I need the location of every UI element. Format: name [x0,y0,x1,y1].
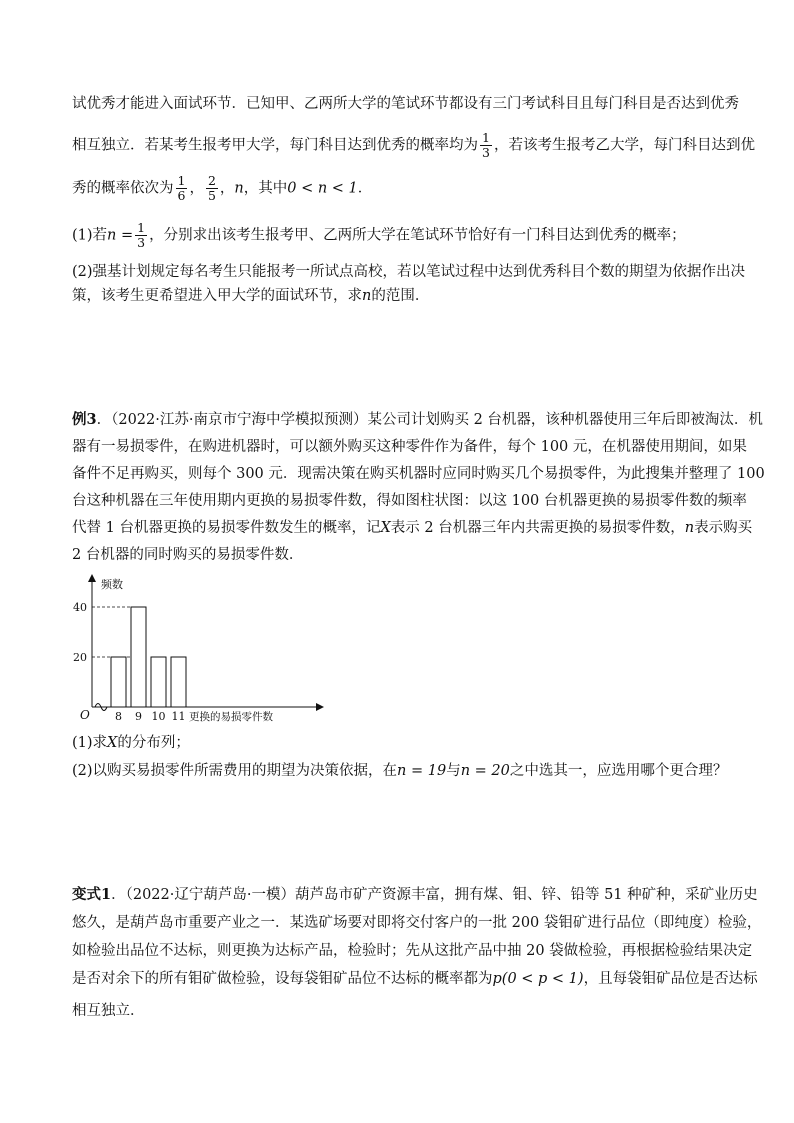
variant1-line4: 是否对余下的所有钼矿做检验，设每袋钼矿品位不达标的概率都为p(0 < p < 1)，且每袋钼矿品位是否达标 [72,971,758,987]
fraction-one-sixth: $\frac{1}{6}$ [177,173,186,203]
bar [171,657,186,707]
variant1-line5: 相互独立． [72,1003,145,1019]
example3-question1: (1)求X的分布列； [72,735,190,751]
origin-label: O [80,708,90,722]
example3-line4: 台这种机器在三年使用期内更换的易损零件数，得如图柱状图：以这 100 台机器更换的易损零件数的频率 [72,493,747,509]
y-tick-label: 20 [73,651,87,664]
question2-line2: 策，该考生更希望进入甲大学的面试环节，求n的范围． [72,288,430,304]
bar [151,657,166,707]
x-tick-label: 11 [171,710,186,723]
question2-line1: (2)强基计划规定每名考生只能报考一所试点高校，若以笔试过程中达到优秀科目个数的期望为依据作出决 [72,264,746,280]
para1-line2: 相互独立．若某考生报考甲大学，每门科目达到优秀的概率均为 $\frac{1}{3}$ ，若该考生报考乙大学，每门科目达到优 [72,130,755,160]
bar [111,657,126,707]
example3-line2: 器有一易损零件，在购进机器时，可以额外购买这种零件作为备件，每个 100 元，在机器使用期间，如果 [72,439,747,455]
variant1-line3: 如检验出品位不达标，则更换为达标产品，检验时；先从这批产品中抽 20 袋做检验，再根据检验结果决定 [72,943,753,959]
fraction-two-fifths: $\frac{2}{5}$ [207,173,216,203]
bar [131,607,146,707]
bar-chart [70,572,330,728]
y-axis-label: 频数 [101,578,123,591]
variant1-line1: 变式1．（2022·辽宁葫芦岛·一模）葫芦岛市矿产资源丰富，拥有煤、钼、锌、铅等 51 种矿种，采矿业历史 [72,886,758,903]
para1-line3: 秀的概率依次为 $\frac{1}{6}$ ， $\frac{2}{5}$ ，n，其中0 < n < 1． [72,173,373,203]
x-tick-label: 8 [115,710,122,723]
example3-line3: 备件不足再购买，则每个 300 元．现需决策在购买机器时应同时购买几个易损零件，为此搜集并整理了 100 [72,466,765,482]
question1: (1)若n = $\frac{1}{3}$ ，分别求出该考生报考甲、乙两所大学在笔试环节恰好有一门科目达到优秀的概率； [72,220,686,250]
y-tick-label: 40 [73,601,87,614]
example-label: 例3 [72,411,97,428]
fraction-one-third: $\frac{1}{3}$ [482,130,490,160]
example3-question2: (2)以购买易损零件所需费用的期望为决策依据，在n = 19与n = 20之中选其一，应选用哪个更合理？ [72,763,728,779]
para1-line1: 试优秀才能进入面试环节．已知甲、乙两所大学的笔试环节都设有三门考试科目且每门科目是否达到优秀 [72,96,739,112]
x-tick-label: 9 [135,710,142,723]
example3-line1: 例3．（2022·江苏·南京市宁海中学模拟预测）某公司计划购买 2 台机器，该种机器使用三年后即被淘汰．机 [72,411,763,428]
fraction-one-third: $\frac{1}{3}$ [137,220,146,250]
example3-line6: 2 台机器的同时购买的易损零件数． [72,547,304,563]
example3-line5: 代替 1 台机器更换的易损零件数发生的概率，记X表示 2 台机器三年内共需更换的易损零件数，n表示购买 [72,520,753,536]
variant-label: 变式1 [72,886,112,903]
variant1-line2: 悠久，是葫芦岛市重要产业之一．某选矿场要对即将交付客户的一批 200 袋钼矿进行品位（即纯度）检验， [72,915,762,931]
x-tick-label: 10 [151,710,166,723]
x-axis-label: 更换的易损零件数 [189,711,273,723]
